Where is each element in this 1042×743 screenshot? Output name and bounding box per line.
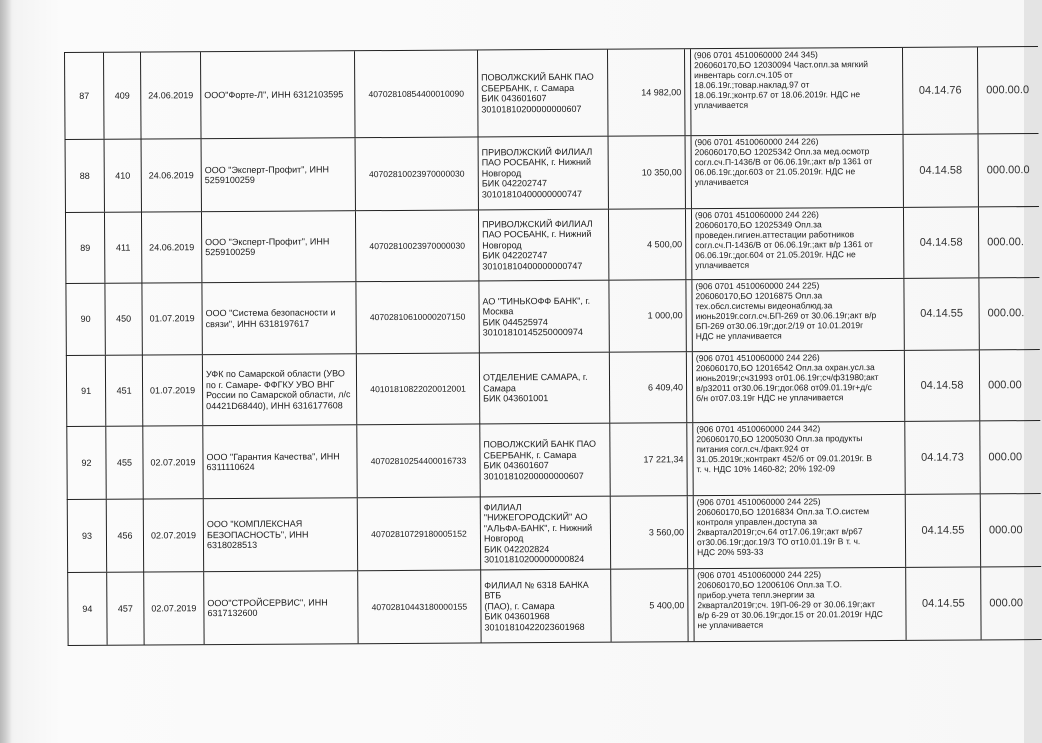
budget-code: 000.00.0 xyxy=(986,83,1030,97)
payment-date: 24.06.2019 xyxy=(142,139,202,211)
account-number: 40702810854400010090 xyxy=(355,50,479,137)
classification-code: 04.14.58 xyxy=(905,350,980,420)
document-number: 411 xyxy=(105,213,142,283)
recipient: ООО "КОМПЛЕКСНАЯ БЕЗОПАСНОСТЬ", ИНН 6318028513 xyxy=(204,498,358,571)
classification-code: 04.14.73 xyxy=(905,421,980,493)
payment-date: 02.07.2019 xyxy=(143,426,203,498)
budget-code: 000.00 xyxy=(989,596,1024,610)
recipient: ООО "Система безопасности и связи", ИНН 6318197617 xyxy=(202,282,356,354)
budget-code: 000.00. xyxy=(987,235,1024,249)
payment-purpose: (906 0701 4510060000 244 225) 206060170,БО 12006106 Опл.за Т.О. прибор.учета тепл.энергии за 2квартал2019г;сч. 19П-06-29 от 30.06.19г;акт в/р 6-29 от 30.06.19г;дог.15 от 20.01.2019г НДС не уплачивается xyxy=(693,568,906,641)
payment-purpose: (906 0701 4510060000 244 225) 206060170,БО 12016875 Опл.за тех.обсл.системы видеонаблюд.за июнь2019г.согл.сч.БП-269 от 30.06.19г;акт в/р БП-269 от30.06.19г;дог.2/19 от 10.01.2019г НДС не уплачивается xyxy=(691,279,904,351)
row-number: 88 xyxy=(66,140,105,212)
recipient: ООО"Форте-Л", ИНН 6312103595 xyxy=(201,51,356,138)
recipient: УФК по Самарской области (УВО по г. Самаре- ФФГКУ УВО ВНГ России по Самарской области, л/с 04421D68440), ИНН 6316177608 xyxy=(203,354,357,425)
document-number: 450 xyxy=(105,284,142,355)
budget-code: 000.00 xyxy=(988,378,1022,392)
page-edge-shadow xyxy=(0,0,12,743)
document-number: 457 xyxy=(107,573,144,645)
table-row xyxy=(65,207,1039,284)
bank-details: ПОВОЛЖСКИЙ БАНК ПАО СБЕРБАНК, г. Самара БИК 043601607 30101810200000000607 xyxy=(478,50,609,137)
payment-sum: 1 000,00 xyxy=(609,280,686,351)
row-number: 87 xyxy=(65,53,105,139)
payment-date: 24.06.2019 xyxy=(141,52,202,138)
payment-sum: 4 500,00 xyxy=(609,209,686,279)
document-number: 456 xyxy=(107,500,144,572)
payments-table xyxy=(64,46,1042,646)
account-number: 40101810822020012001 xyxy=(357,353,480,424)
recipient: ООО "Эксперт-Профит", ИНН 5259100259 xyxy=(202,211,356,282)
payment-purpose: (906 0701 4510060000 244 342) 206060170,БО 12005030 Опл.за продукты питания согл.сч./факт.924 от 31.05.2019г.;контракт 452/б от 09.01.2019г. В т. ч. НДС 10% 1460-82; 20% 192-09 xyxy=(692,422,905,495)
payment-date: 01.07.2019 xyxy=(142,283,202,354)
budget-code: 000.00 xyxy=(988,450,1023,464)
row-number: 93 xyxy=(68,500,107,572)
classification-code: 04.14.55 xyxy=(906,494,981,566)
classification-code: 04.14.55 xyxy=(904,278,979,349)
account-number: 40702810023970000030 xyxy=(356,210,479,281)
classification-code: 04.14.55 xyxy=(906,567,981,639)
payment-sum: 17 221,34 xyxy=(610,423,687,495)
document-number: 451 xyxy=(106,356,143,426)
payment-purpose: (906 0701 4510060000 244 226) 206060170,БО 12025342 Опл.за мед.осмотр согл.сч.П-1436/В от 06.06.19г.;акт в/р 1361 от 06.06.19г.;дог.603 от 21.05.2019г. НДС не уплачивается xyxy=(691,135,904,208)
row-number: 94 xyxy=(68,573,107,645)
payment-purpose: (906 0701 4510060000 244 226) 206060170,БО 12016542 Опл.за охран.усл.за июнь2019г;сч31993 от01.06.19г;сч/ф31980;акт в/р32011 от30.06.19г;дог.068 от09.01.19г+д/с б/н от07.03.19г НДС не уплачивается xyxy=(692,351,905,422)
bank-details: ПРИВОЛЖСКИЙ ФИЛИАЛ ПАО РОСБАНК, г. Нижний Новгород БИК 042202747 30101810400000000747 xyxy=(479,137,609,210)
payment-date: 02.07.2019 xyxy=(144,572,204,644)
payment-purpose: (906 0701 4510060000 244 225) 206060170,БО 12016834 Опл.за Т.О.систем контроля управлен.доступа за 2квартал2019г;сч.64 от17.06.19г;акт в/р67 от30.06.19г;дог.19/3 ТО от10.01.19г В т. ч. НДС 20% 593-33 xyxy=(693,495,906,568)
classification-code: 04.14.76 xyxy=(903,47,979,133)
document-number: 409 xyxy=(104,53,142,139)
bank-details: ПРИВОЛЖСКИЙ ФИЛИАЛ ПАО РОСБАНК, г. Нижний Новгород БИК 042202747 30101810400000000747 xyxy=(479,210,609,281)
payment-purpose: (906 0701 4510060000 244 226) 206060170,БО 12025349 Опл.за проведен.гигиен.аттестации работников согл.сч.П-1436/В от 06.06.19г.;акт в/р 1361 от 06.06.19г.;дог.604 от 21.05.2019г. НДС не уплачивается xyxy=(691,208,904,279)
table-row xyxy=(65,278,1039,356)
payment-date: 24.06.2019 xyxy=(142,212,202,282)
classification-code: 04.14.58 xyxy=(904,207,979,277)
payment-sum: 10 350,00 xyxy=(609,136,686,208)
bank-details: АО "ТИНЬКОФФ БАНК", г. Москва БИК 044525974 30101810145250000974 xyxy=(479,281,609,353)
table-row xyxy=(65,134,1039,213)
table-row xyxy=(66,350,1040,427)
classification-code: 04.14.58 xyxy=(904,134,979,206)
account-number: 40702810610000207150 xyxy=(356,281,479,353)
account-number: 40702810254400016733 xyxy=(357,424,480,497)
account-number: 40702810729180005152 xyxy=(358,497,481,570)
row-number: 91 xyxy=(67,356,106,426)
table-row xyxy=(66,421,1040,500)
payment-purpose: (906 0701 4510060000 244 345) 206060170,БО 12030094 Част.опл.за мягкий инвентарь согл.сч.105 от 18.06.19г.;товар.наклад.97 от 18.06.19г.;контр.67 от 18.06.2019г. НДС не уплачивается xyxy=(690,48,904,135)
account-number: 40702810443180000155 xyxy=(358,570,481,643)
payment-sum: 14 982,00 xyxy=(608,49,686,135)
budget-code: 000.00.0 xyxy=(986,163,1030,177)
bank-details: ОТДЕЛЕНИЕ САМАРА, г. Самара БИК 043601001 xyxy=(480,353,610,424)
bank-details: ПОВОЛЖСКИЙ БАНК ПАО СБЕРБАНК, г. Самара БИК 043601607 30101810200000000607 xyxy=(480,424,610,497)
recipient: ООО "Эксперт-Профит", ИНН 5259100259 xyxy=(202,138,356,211)
payment-sum: 3 560,00 xyxy=(611,496,688,568)
document-number: 455 xyxy=(106,427,143,499)
payment-sum: 6 409,40 xyxy=(610,352,687,422)
table-row xyxy=(67,567,1041,646)
bank-details: ФИЛИАЛ № 6318 БАНКА ВТБ (ПАО), г. Самара БИК 043601968 30101810422023601968 xyxy=(481,570,611,643)
row-number: 89 xyxy=(66,213,105,283)
recipient: ООО "Гарантия Качества", ИНН 6311110624 xyxy=(203,425,357,498)
recipient: ООО"СТРОЙСЕРВИС", ИНН 6317132600 xyxy=(204,571,358,644)
account-number: 40702810023970000030 xyxy=(356,137,479,210)
budget-code: 000.00 xyxy=(988,523,1023,537)
table-row xyxy=(67,494,1041,573)
payment-date: 01.07.2019 xyxy=(143,355,203,425)
table-row xyxy=(64,46,1039,140)
payment-sum: 5 400,00 xyxy=(611,569,688,641)
row-number: 92 xyxy=(67,427,106,499)
budget-code: 000.00. xyxy=(987,307,1025,320)
payment-date: 02.07.2019 xyxy=(144,499,204,571)
document-number: 410 xyxy=(105,140,142,212)
row-number: 90 xyxy=(66,284,105,355)
bank-details: ФИЛИАЛ "НИЖЕГОРОДСКИЙ" АО "АЛЬФА-БАНК", г. Нижний Новгород БИК 042202824 30101810200000000824 xyxy=(481,497,611,570)
